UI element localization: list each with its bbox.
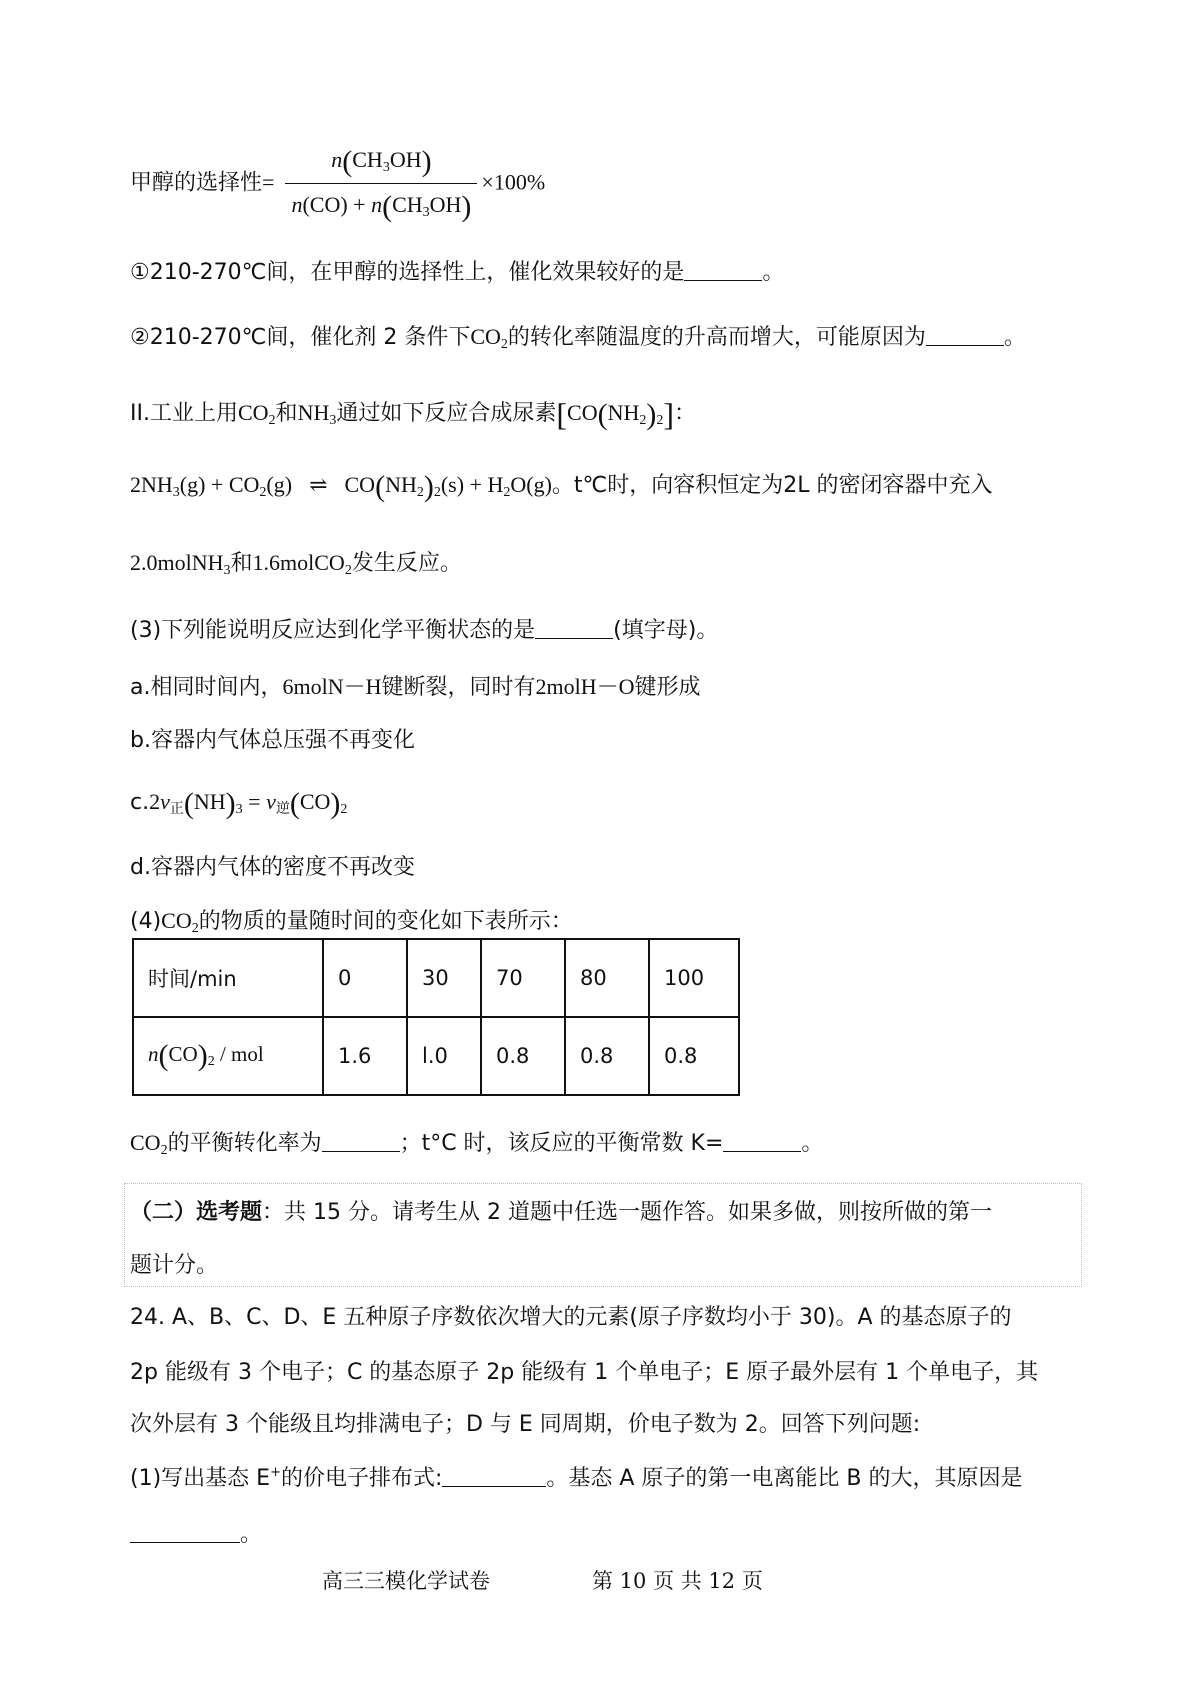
footer-left: 高三三模化学试卷 [322, 1569, 490, 1593]
rate-expression: $2v_正(NH)_3 = v_逆(CO)_2$ [149, 787, 348, 820]
answer-blank[interactable] [130, 1520, 240, 1543]
formula-denominator: $n(CO) + n(CH_3OH)$ [291, 190, 472, 223]
q24-line-1: 24. A、B、C、D、E 五种原子序数依次增大的元素(原子序数均小于 30)。A 的基态原子的 [130, 1305, 1012, 1330]
footer-page-number: 第 10 页 共 12 页 [592, 1569, 763, 1593]
formula-lhs: 甲醇的选择性 [130, 170, 263, 196]
question-4-answer: $CO_2$的平衡转化率为 ；t°C 时，该反应的平衡常数 K= 。 [130, 1130, 824, 1158]
urea-formula: $[CO(NH_2)_2]$ [556, 396, 675, 432]
answer-blank[interactable] [322, 1129, 400, 1152]
formula-times: ×100% [481, 169, 546, 195]
formula-fraction [285, 143, 477, 224]
co2-formula: $CO_2$ [470, 324, 508, 352]
question-4: $(4)CO_2$的物质的量随时间的变化如下表所示： [130, 908, 573, 936]
answer-blank[interactable] [442, 1464, 546, 1487]
q24-line-2: 2p 能级有 3 个电子；C 的基态原子 2p 能级有 1 个单电子；E 原子最外层有 1 个单电子，其 [130, 1360, 1039, 1385]
equilibrium-arrow: ⇌ [309, 472, 328, 497]
row-label: $n(CO)_2$ / mol [133, 1017, 323, 1095]
answer-blank[interactable] [684, 258, 762, 281]
q24-line-3: 次外层有 3 个能级且均排满电子；D 与 E 同周期，价电子数为 2。回答下列问题: [130, 1412, 921, 1437]
option-c: $c.2v_正(NH)_3 = v_逆(CO)_2$ [130, 787, 348, 820]
selectivity-formula [130, 143, 545, 224]
table-row: $n(CO)_2$ / mol 1.6 l.0 0.8 0.8 0.8 [133, 1017, 739, 1095]
part-2-intro: II.工业上用$CO_2$和$NH_3$通过如下反应合成尿素$[CO(NH_2)_2]$： [130, 396, 697, 432]
reaction-rhs: $CO(NH_2)_2(s) + H_2O(g)$ [344, 470, 552, 503]
section-header: （二）选考题：共 15 分。请考生从 2 道题中任选一题作答。如果多做，则按所做的第一 [130, 1200, 992, 1225]
charge-line: 2.0molNH$_3$和1.6molCO$_2$发生反应。 [130, 550, 462, 578]
question-2: ②210-270℃间，催化剂 2 条件下$CO_2$的转化率随温度的升高而增大，可能原因为 。 [130, 324, 1026, 352]
q24-line-4: (1)写出基态 E+的价电子排布式: 。基态 A 原子的第一电离能比 B 的大，其原因是 [130, 1465, 1023, 1491]
section-header-line2: 题计分。 [130, 1253, 219, 1278]
reaction-lhs: $2NH_3(g) + CO_2(g)$ [130, 472, 293, 500]
option-d: d.容器内气体的密度不再改变 [130, 855, 415, 880]
option-b: b.容器内气体总压强不再变化 [130, 728, 415, 753]
reaction-equation: $2NH_3(g) + CO_2(g)$ ⇌ $CO(NH_2)_2(s) + H_2O(g)$。t℃时，向容积恒定为2L 的密闭容器中充入 [130, 470, 993, 503]
q24-line-5: 。 [130, 1520, 262, 1550]
table-row: 时间/min 0 30 70 80 100 [133, 939, 739, 1017]
question-3: (3)下列能说明反应达到化学平衡状态的是 (填字母)。 [130, 618, 719, 643]
answer-blank[interactable] [723, 1129, 801, 1152]
section-title: （二）选考题 [130, 1200, 263, 1225]
option-a: a.相同时间内，6molN－H键断裂，同时有2molH－O键形成 [130, 674, 701, 700]
answer-blank[interactable] [535, 616, 613, 639]
co2-time-table [132, 938, 740, 1096]
answer-blank[interactable] [926, 323, 1004, 346]
formula-eq: = [262, 169, 275, 195]
question-1: ①210-270℃间，在甲醇的选择性上，催化效果较好的是 。 [130, 260, 785, 285]
formula-numerator: $n(CH_3OH)$ [285, 143, 477, 184]
